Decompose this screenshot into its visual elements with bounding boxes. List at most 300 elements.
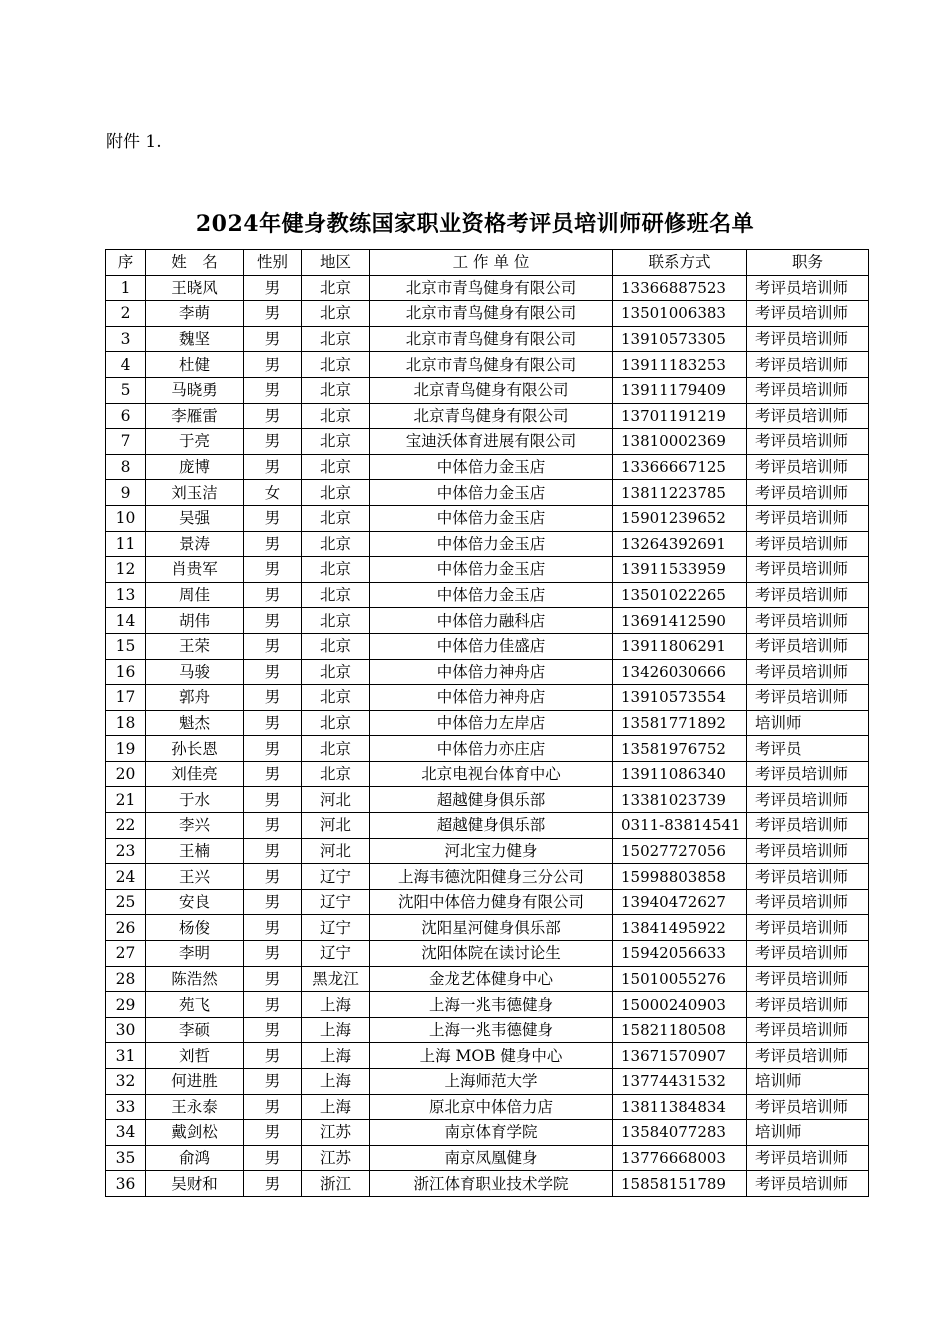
cell-gender: 男 (244, 864, 302, 890)
cell-region: 北京 (302, 275, 370, 301)
cell-workplace: 北京青鸟健身有限公司 (370, 377, 613, 403)
cell-position: 考评员培训师 (747, 941, 869, 967)
table-row (106, 864, 869, 890)
cell-contact: 0311-83814541 (613, 813, 747, 839)
cell-name: 庞博 (146, 454, 244, 480)
cell-index: 9 (106, 480, 146, 506)
cell-name: 郭舟 (146, 685, 244, 711)
table-row (106, 992, 869, 1018)
cell-workplace: 北京市青鸟健身有限公司 (370, 275, 613, 301)
header-name: 姓 名 (146, 250, 244, 276)
cell-position: 考评员培训师 (747, 480, 869, 506)
cell-workplace: 中体倍力金玉店 (370, 557, 613, 583)
cell-region: 北京 (302, 582, 370, 608)
cell-gender: 男 (244, 992, 302, 1018)
cell-region: 北京 (302, 608, 370, 634)
cell-position: 培训师 (747, 710, 869, 736)
header-workplace: 工 作 单 位 (370, 250, 613, 276)
cell-index: 35 (106, 1145, 146, 1171)
cell-name: 王晓风 (146, 275, 244, 301)
cell-region: 浙江 (302, 1171, 370, 1197)
cell-position: 考评员培训师 (747, 429, 869, 455)
table-row (106, 326, 869, 352)
cell-position: 考评员培训师 (747, 966, 869, 992)
cell-gender: 男 (244, 275, 302, 301)
cell-contact: 13501006383 (613, 301, 747, 327)
cell-region: 上海 (302, 992, 370, 1018)
table-row (106, 480, 869, 506)
cell-region: 上海 (302, 1094, 370, 1120)
cell-workplace: 河北宝力健身 (370, 838, 613, 864)
cell-index: 19 (106, 736, 146, 762)
cell-index: 28 (106, 966, 146, 992)
cell-workplace: 上海 MOB 健身中心 (370, 1043, 613, 1069)
cell-contact: 15027727056 (613, 838, 747, 864)
cell-contact: 13811223785 (613, 480, 747, 506)
table-row (106, 813, 869, 839)
cell-contact: 15942056633 (613, 941, 747, 967)
cell-position: 考评员培训师 (747, 915, 869, 941)
cell-gender: 男 (244, 1094, 302, 1120)
cell-index: 23 (106, 838, 146, 864)
cell-position: 考评员培训师 (747, 838, 869, 864)
cell-position: 考评员培训师 (747, 582, 869, 608)
cell-workplace: 北京青鸟健身有限公司 (370, 403, 613, 429)
cell-region: 北京 (302, 326, 370, 352)
cell-position: 考评员培训师 (747, 454, 869, 480)
cell-region: 北京 (302, 659, 370, 685)
cell-contact: 13671570907 (613, 1043, 747, 1069)
cell-name: 李明 (146, 941, 244, 967)
cell-region: 河北 (302, 838, 370, 864)
cell-gender: 男 (244, 659, 302, 685)
cell-index: 12 (106, 557, 146, 583)
cell-name: 肖贵军 (146, 557, 244, 583)
cell-workplace: 南京凤凰健身 (370, 1145, 613, 1171)
cell-region: 辽宁 (302, 864, 370, 890)
cell-name: 吴财和 (146, 1171, 244, 1197)
cell-index: 10 (106, 505, 146, 531)
header-position: 职务 (747, 250, 869, 276)
cell-workplace: 北京市青鸟健身有限公司 (370, 301, 613, 327)
header-region: 地区 (302, 250, 370, 276)
cell-workplace: 上海一兆韦德健身 (370, 1017, 613, 1043)
cell-gender: 男 (244, 505, 302, 531)
attachment-label: 附件 1. (106, 132, 162, 152)
table-row (106, 1017, 869, 1043)
cell-contact: 13910573305 (613, 326, 747, 352)
cell-workplace: 中体倍力神舟店 (370, 685, 613, 711)
document-title: 2024年健身教练国家职业资格考评员培训师研修班名单 (195, 211, 755, 237)
cell-region: 辽宁 (302, 941, 370, 967)
cell-workplace: 中体倍力金玉店 (370, 531, 613, 557)
cell-contact: 13841495922 (613, 915, 747, 941)
table-row (106, 1043, 869, 1069)
cell-region: 北京 (302, 710, 370, 736)
cell-index: 11 (106, 531, 146, 557)
cell-index: 20 (106, 761, 146, 787)
cell-gender: 男 (244, 403, 302, 429)
cell-contact: 13911086340 (613, 761, 747, 787)
cell-gender: 男 (244, 582, 302, 608)
cell-gender: 男 (244, 838, 302, 864)
cell-region: 北京 (302, 429, 370, 455)
cell-region: 上海 (302, 1043, 370, 1069)
cell-region: 北京 (302, 377, 370, 403)
roster-table (105, 249, 869, 1197)
cell-index: 5 (106, 377, 146, 403)
cell-workplace: 中体倍力金玉店 (370, 480, 613, 506)
cell-contact: 13691412590 (613, 608, 747, 634)
cell-gender: 男 (244, 352, 302, 378)
cell-position: 考评员培训师 (747, 1145, 869, 1171)
cell-name: 苑飞 (146, 992, 244, 1018)
cell-contact: 15821180508 (613, 1017, 747, 1043)
header-row (106, 250, 869, 276)
cell-position: 考评员培训师 (747, 864, 869, 890)
cell-name: 李萌 (146, 301, 244, 327)
cell-position: 考评员培训师 (747, 326, 869, 352)
table-row (106, 1094, 869, 1120)
cell-region: 辽宁 (302, 915, 370, 941)
cell-gender: 男 (244, 1171, 302, 1197)
table-row (106, 557, 869, 583)
cell-position: 考评员培训师 (747, 403, 869, 429)
cell-name: 王兴 (146, 864, 244, 890)
cell-workplace: 沈阳体院在读讨论生 (370, 941, 613, 967)
table-row (106, 659, 869, 685)
cell-contact: 13911533959 (613, 557, 747, 583)
cell-contact: 13940472627 (613, 889, 747, 915)
cell-position: 培训师 (747, 1120, 869, 1146)
cell-position: 考评员培训师 (747, 608, 869, 634)
cell-index: 8 (106, 454, 146, 480)
cell-gender: 男 (244, 1120, 302, 1146)
cell-gender: 男 (244, 531, 302, 557)
cell-name: 何进胜 (146, 1069, 244, 1095)
table-row (106, 454, 869, 480)
cell-name: 李硕 (146, 1017, 244, 1043)
cell-gender: 男 (244, 326, 302, 352)
cell-region: 辽宁 (302, 889, 370, 915)
cell-contact: 13911806291 (613, 633, 747, 659)
cell-contact: 15901239652 (613, 505, 747, 531)
cell-index: 17 (106, 685, 146, 711)
cell-position: 考评员培训师 (747, 352, 869, 378)
table-row (106, 275, 869, 301)
cell-workplace: 中体倍力佳盛店 (370, 633, 613, 659)
cell-name: 安良 (146, 889, 244, 915)
cell-name: 杨俊 (146, 915, 244, 941)
cell-name: 王永泰 (146, 1094, 244, 1120)
cell-name: 魁杰 (146, 710, 244, 736)
table-row (106, 608, 869, 634)
cell-index: 18 (106, 710, 146, 736)
cell-index: 22 (106, 813, 146, 839)
cell-workplace: 沈阳中体倍力健身有限公司 (370, 889, 613, 915)
cell-contact: 15010055276 (613, 966, 747, 992)
cell-region: 江苏 (302, 1120, 370, 1146)
cell-gender: 男 (244, 1145, 302, 1171)
cell-workplace: 北京市青鸟健身有限公司 (370, 326, 613, 352)
cell-region: 北京 (302, 685, 370, 711)
cell-contact: 13366887523 (613, 275, 747, 301)
cell-index: 15 (106, 633, 146, 659)
cell-gender: 男 (244, 813, 302, 839)
table-row (106, 1069, 869, 1095)
cell-workplace: 浙江体育职业技术学院 (370, 1171, 613, 1197)
cell-index: 14 (106, 608, 146, 634)
cell-contact: 13501022265 (613, 582, 747, 608)
cell-position: 考评员培训师 (747, 761, 869, 787)
cell-name: 俞鸿 (146, 1145, 244, 1171)
cell-gender: 男 (244, 685, 302, 711)
cell-region: 北京 (302, 531, 370, 557)
cell-index: 6 (106, 403, 146, 429)
cell-gender: 女 (244, 480, 302, 506)
cell-index: 3 (106, 326, 146, 352)
cell-workplace: 中体倍力金玉店 (370, 454, 613, 480)
table-row (106, 710, 869, 736)
cell-contact: 15000240903 (613, 992, 747, 1018)
cell-position: 考评员培训师 (747, 505, 869, 531)
cell-index: 36 (106, 1171, 146, 1197)
cell-index: 33 (106, 1094, 146, 1120)
cell-index: 34 (106, 1120, 146, 1146)
cell-position: 考评员培训师 (747, 992, 869, 1018)
table-row (106, 505, 869, 531)
cell-index: 31 (106, 1043, 146, 1069)
cell-position: 培训师 (747, 1069, 869, 1095)
table-row (106, 915, 869, 941)
cell-region: 北京 (302, 505, 370, 531)
cell-name: 刘佳亮 (146, 761, 244, 787)
cell-index: 32 (106, 1069, 146, 1095)
cell-contact: 13581976752 (613, 736, 747, 762)
header-gender: 性别 (244, 250, 302, 276)
cell-workplace: 超越健身俱乐部 (370, 787, 613, 813)
cell-contact: 15858151789 (613, 1171, 747, 1197)
cell-gender: 男 (244, 941, 302, 967)
cell-workplace: 中体倍力左岸店 (370, 710, 613, 736)
cell-workplace: 北京电视台体育中心 (370, 761, 613, 787)
cell-gender: 男 (244, 608, 302, 634)
cell-gender: 男 (244, 557, 302, 583)
cell-gender: 男 (244, 301, 302, 327)
header-contact: 联系方式 (613, 250, 747, 276)
cell-region: 黑龙江 (302, 966, 370, 992)
cell-gender: 男 (244, 633, 302, 659)
cell-contact: 13810002369 (613, 429, 747, 455)
cell-contact: 13426030666 (613, 659, 747, 685)
cell-index: 4 (106, 352, 146, 378)
cell-region: 河北 (302, 813, 370, 839)
cell-name: 陈浩然 (146, 966, 244, 992)
cell-index: 21 (106, 787, 146, 813)
cell-position: 考评员培训师 (747, 557, 869, 583)
cell-workplace: 超越健身俱乐部 (370, 813, 613, 839)
table-row (106, 352, 869, 378)
cell-contact: 13811384834 (613, 1094, 747, 1120)
cell-index: 29 (106, 992, 146, 1018)
table-row (106, 1145, 869, 1171)
cell-gender: 男 (244, 761, 302, 787)
cell-name: 王荣 (146, 633, 244, 659)
cell-position: 考评员培训师 (747, 813, 869, 839)
cell-workplace: 南京体育学院 (370, 1120, 613, 1146)
cell-index: 13 (106, 582, 146, 608)
cell-index: 27 (106, 941, 146, 967)
cell-contact: 13584077283 (613, 1120, 747, 1146)
cell-contact: 13264392691 (613, 531, 747, 557)
cell-gender: 男 (244, 787, 302, 813)
cell-region: 北京 (302, 761, 370, 787)
cell-region: 江苏 (302, 1145, 370, 1171)
cell-region: 北京 (302, 557, 370, 583)
cell-name: 马晓勇 (146, 377, 244, 403)
cell-gender: 男 (244, 1069, 302, 1095)
cell-region: 上海 (302, 1069, 370, 1095)
table-row (106, 1171, 869, 1197)
table-row (106, 429, 869, 455)
cell-region: 河北 (302, 787, 370, 813)
cell-position: 考评员培训师 (747, 301, 869, 327)
cell-index: 30 (106, 1017, 146, 1043)
cell-name: 杜健 (146, 352, 244, 378)
table-row (106, 403, 869, 429)
cell-workplace: 宝迪沃体育进展有限公司 (370, 429, 613, 455)
cell-name: 魏坚 (146, 326, 244, 352)
cell-workplace: 金龙艺体健身中心 (370, 966, 613, 992)
cell-workplace: 上海师范大学 (370, 1069, 613, 1095)
cell-position: 考评员培训师 (747, 1017, 869, 1043)
table-row (106, 633, 869, 659)
cell-index: 16 (106, 659, 146, 685)
cell-name: 王楠 (146, 838, 244, 864)
cell-position: 考评员培训师 (747, 889, 869, 915)
cell-contact: 13776668003 (613, 1145, 747, 1171)
table-row (106, 531, 869, 557)
cell-name: 于亮 (146, 429, 244, 455)
cell-gender: 男 (244, 736, 302, 762)
cell-name: 景涛 (146, 531, 244, 557)
cell-region: 北京 (302, 403, 370, 429)
cell-position: 考评员培训师 (747, 685, 869, 711)
cell-workplace: 北京市青鸟健身有限公司 (370, 352, 613, 378)
cell-workplace: 中体倍力亦庄店 (370, 736, 613, 762)
roster-body (106, 275, 869, 1196)
cell-index: 25 (106, 889, 146, 915)
cell-region: 北京 (302, 352, 370, 378)
cell-contact: 13701191219 (613, 403, 747, 429)
table-row (106, 838, 869, 864)
table-row (106, 761, 869, 787)
table-row (106, 787, 869, 813)
cell-region: 北京 (302, 480, 370, 506)
cell-region: 北京 (302, 736, 370, 762)
cell-index: 26 (106, 915, 146, 941)
cell-name: 吴强 (146, 505, 244, 531)
cell-name: 马骏 (146, 659, 244, 685)
cell-position: 考评员培训师 (747, 1043, 869, 1069)
cell-position: 考评员培训师 (747, 531, 869, 557)
cell-name: 李雁雷 (146, 403, 244, 429)
cell-region: 北京 (302, 301, 370, 327)
cell-position: 考评员培训师 (747, 787, 869, 813)
cell-name: 刘哲 (146, 1043, 244, 1069)
cell-gender: 男 (244, 889, 302, 915)
cell-name: 刘玉洁 (146, 480, 244, 506)
cell-index: 24 (106, 864, 146, 890)
cell-contact: 15998803858 (613, 864, 747, 890)
cell-workplace: 中体倍力金玉店 (370, 505, 613, 531)
cell-contact: 13366667125 (613, 454, 747, 480)
cell-region: 上海 (302, 1017, 370, 1043)
cell-position: 考评员培训师 (747, 1171, 869, 1197)
table-row (106, 685, 869, 711)
table-row (106, 582, 869, 608)
cell-gender: 男 (244, 429, 302, 455)
cell-contact: 13911183253 (613, 352, 747, 378)
cell-position: 考评员培训师 (747, 659, 869, 685)
cell-position: 考评员培训师 (747, 1094, 869, 1120)
cell-name: 戴剑松 (146, 1120, 244, 1146)
cell-index: 7 (106, 429, 146, 455)
cell-workplace: 沈阳星河健身俱乐部 (370, 915, 613, 941)
cell-workplace: 原北京中体倍力店 (370, 1094, 613, 1120)
cell-name: 李兴 (146, 813, 244, 839)
cell-contact: 13910573554 (613, 685, 747, 711)
table-row (106, 1120, 869, 1146)
cell-workplace: 中体倍力融科店 (370, 608, 613, 634)
cell-gender: 男 (244, 966, 302, 992)
table-row (106, 301, 869, 327)
table-row (106, 889, 869, 915)
cell-contact: 13911179409 (613, 377, 747, 403)
cell-name: 胡伟 (146, 608, 244, 634)
table-row (106, 377, 869, 403)
cell-workplace: 上海一兆韦德健身 (370, 992, 613, 1018)
cell-name: 周佳 (146, 582, 244, 608)
cell-position: 考评员培训师 (747, 633, 869, 659)
cell-gender: 男 (244, 377, 302, 403)
cell-index: 2 (106, 301, 146, 327)
table-row (106, 966, 869, 992)
cell-gender: 男 (244, 915, 302, 941)
cell-gender: 男 (244, 710, 302, 736)
cell-region: 北京 (302, 633, 370, 659)
cell-workplace: 上海韦德沈阳健身三分公司 (370, 864, 613, 890)
table-row (106, 941, 869, 967)
cell-contact: 13581771892 (613, 710, 747, 736)
cell-gender: 男 (244, 1017, 302, 1043)
cell-region: 北京 (302, 454, 370, 480)
cell-workplace: 中体倍力神舟店 (370, 659, 613, 685)
table-row (106, 736, 869, 762)
cell-gender: 男 (244, 454, 302, 480)
cell-workplace: 中体倍力金玉店 (370, 582, 613, 608)
cell-position: 考评员培训师 (747, 275, 869, 301)
cell-position: 考评员 (747, 736, 869, 762)
cell-index: 1 (106, 275, 146, 301)
cell-contact: 13381023739 (613, 787, 747, 813)
cell-name: 于水 (146, 787, 244, 813)
cell-contact: 13774431532 (613, 1069, 747, 1095)
cell-gender: 男 (244, 1043, 302, 1069)
cell-position: 考评员培训师 (747, 377, 869, 403)
header-index: 序 (106, 250, 146, 276)
cell-name: 孙长恩 (146, 736, 244, 762)
